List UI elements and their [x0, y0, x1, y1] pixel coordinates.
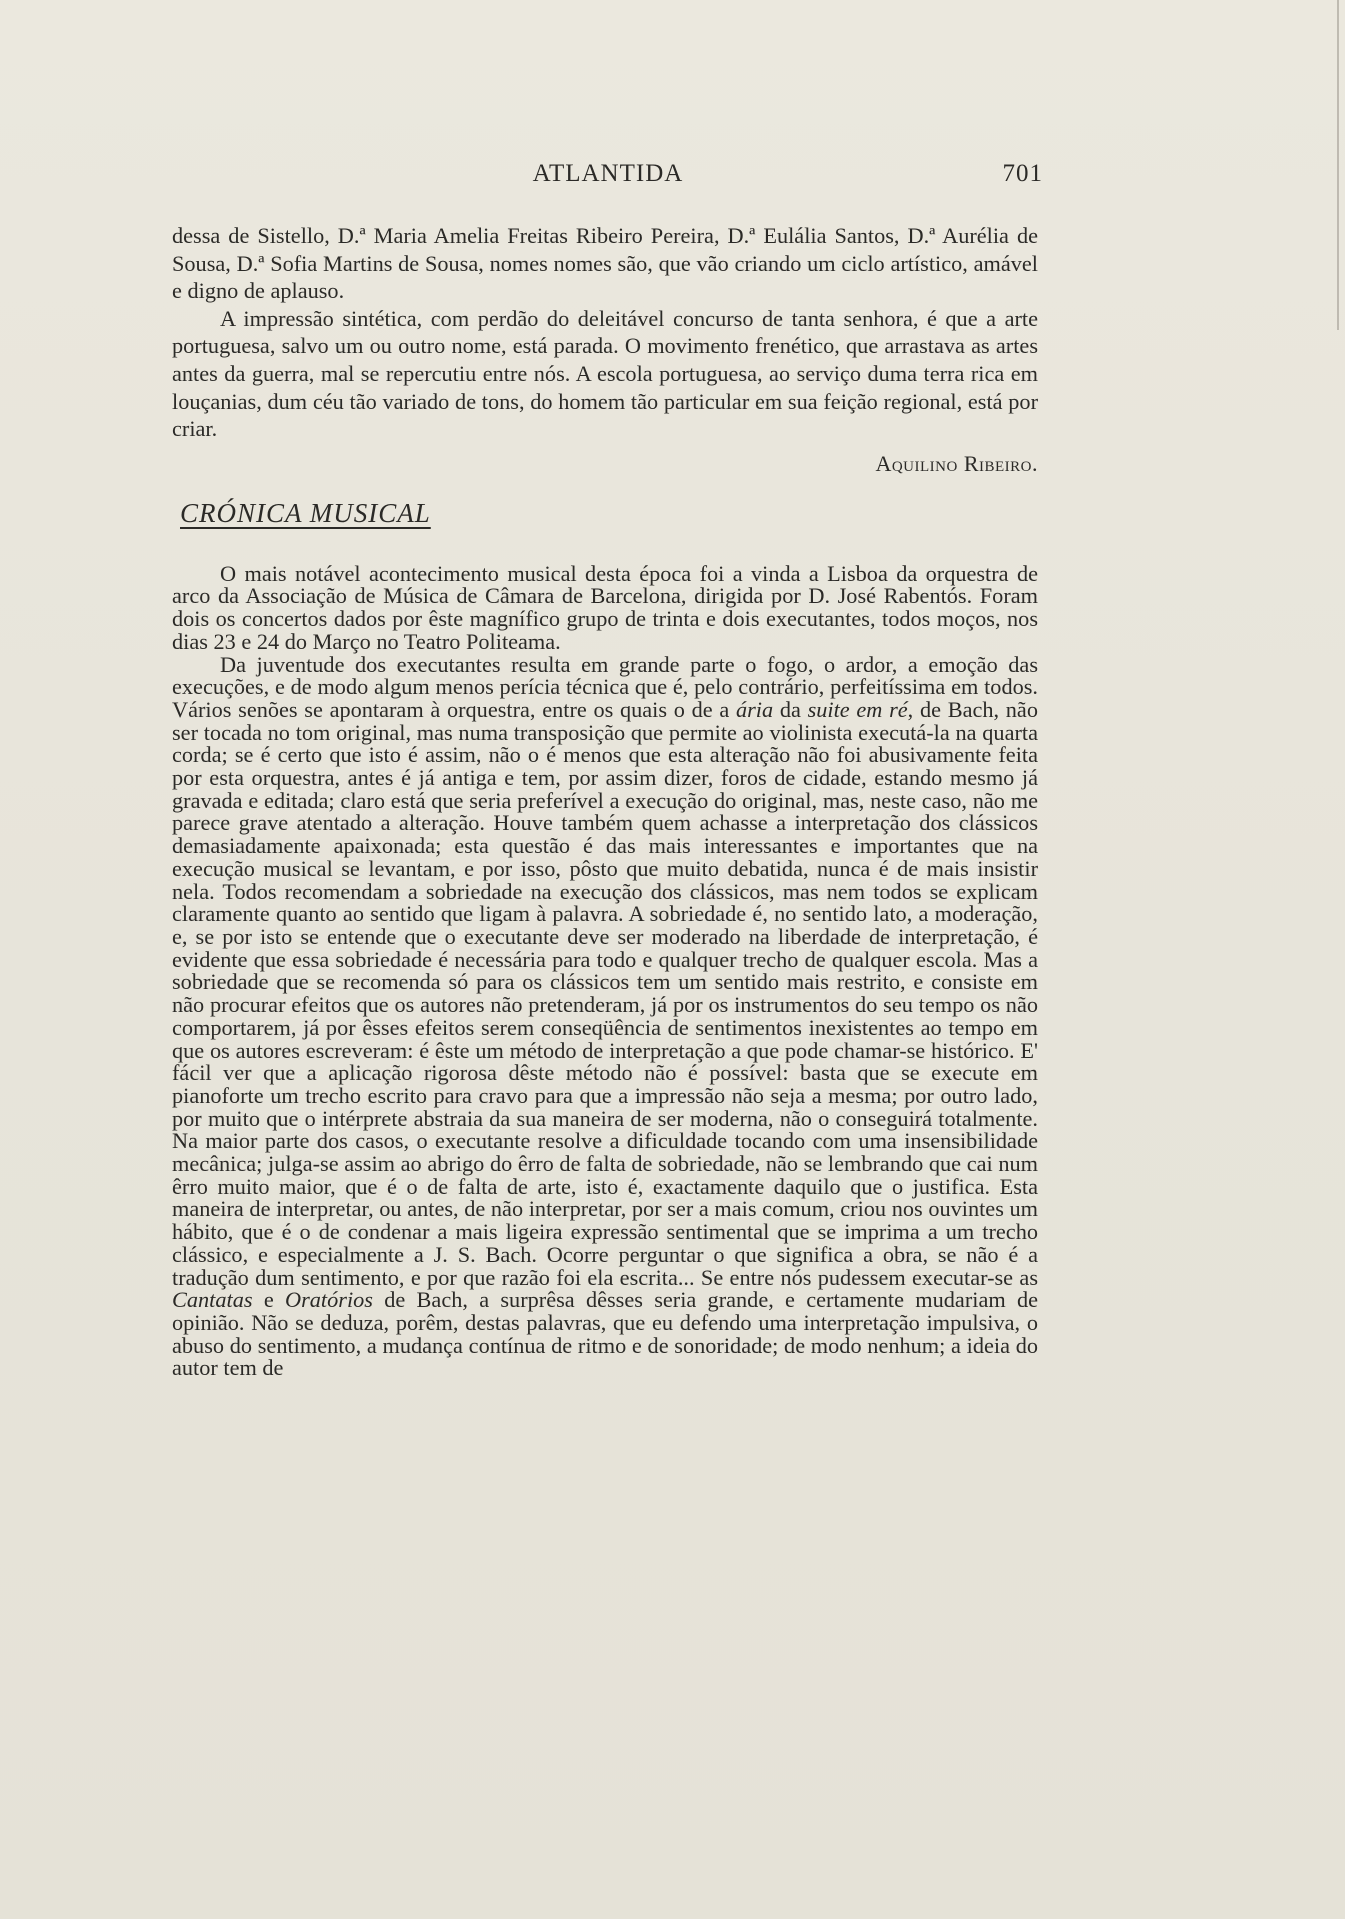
section-title: CRÓNICA MUSICAL — [180, 497, 431, 528]
author-signature: Aquilino Ribeiro. — [875, 450, 1038, 476]
paragraph-continued: dessa de Sistello, D.ª Maria Amelia Freitas Ribeiro Pereira, D.ª Eulália Santos, D.ª Aurélia de Sousa, D.ª Sofia Martins de Sousa, nomes nomes são, que vão criando um ciclo artístico, amável e digno de aplauso. — [172, 223, 1038, 304]
italic-cantatas: Cantatas — [172, 1287, 253, 1313]
italic-aria: ária — [735, 696, 774, 722]
text-run: , de Bach, não ser tocada no tom original, mas numa transposição que permite ao violinista executá-la na quarta corda; se é certo que isto é assim, não o é menos que esta alteração não foi abusivamente feita por esta orquestra, antes é já antiga e tem, por assim dizer, foros de cidade, estando mesmo já gravada e editada; claro está que seria preferível a execução do original, mas, neste caso, não me parece grave atentado a alteração. Houve também quem achasse a interpretação dos clássicos demasiadamente apaixonada; esta questão é das mais interessantes e importantes que na execução musical se levantam, e por isso, pôsto que muito debatida, nunca é de mais insistir nela. Todos recomendam a sobriedade na execução dos clássicos, mas nem todos se explicam claramente quanto ao sentido que ligam à palavra. A sobriedade é, no sentido lato, a moderação, e, se por isto se entende que o executante deve ser moderado na liberdade de interpretação, é evidente que essa sobriedade é necessária para todo e qualquer trecho de qualquer escola. Mas a sobriedade que se recomenda só para os clássicos tem um sentido mais restrito, e consiste em não procurar efeitos que os autores não pretenderam, já por os instrumentos do seu tempo os não comportarem, já por êsses efeitos serem conseqüência de sentimentos inexistentes ao tempo em que os autores escreveram: é êste um método de interpretação a que pode chamar-se histórico. E' fácil ver que a aplicação rigorosa dêste método não é possível: basta que se execute em pianoforte um trecho escrito para cravo para que a impressão não seja a mesma; por outro lado, por muito que o intérprete abstraia da sua maneira de ser moderna, não o conseguirá totalmente. Na maior parte dos casos, o executante resolve a dificuldade tocando com uma insensibilidade mecânica; julga-se assim ao abrigo do êrro de falta de sobriedade, não se lembrando que cai num êrro muito maior, que é o de falta de arte, isto é, exactamente daquilo que o justifica. Esta maneira de interpretar, ou antes, de não interpretar, por ser a mais comum, criou nos ouvintes um hábito, que é o de condenar a mais ligeira expressão sentimental que se imprima a um trecho clássico, e especialmente a J. S. Bach. Ocorre perguntar o que significa a obra, se não é a tradução dum sentimento, e por que razão foi ela escrita... Se entre nós pudessem executar-se as — [172, 696, 1038, 1290]
music-paragraph-2 — [172, 651, 1039, 1381]
page-edge-shadow — [1334, 0, 1339, 330]
text-run: Da juventude dos executantes resulta em grande parte o fogo, o ardor, a emoção das execuções, e de modo algum menos perícia técnica que é, pelo contrário, perfeitíssima em todos. Vários senões se apontaram à orquestra, entre os quais o de a — [172, 651, 1038, 722]
page-number: 701 — [1002, 160, 1043, 187]
text-run: e — [252, 1287, 285, 1313]
text-run: da — [773, 696, 808, 722]
running-head — [173, 160, 1043, 194]
page-body — [172, 222, 1038, 1380]
music-paragraph-1: O mais notável acontecimento musical desta época foi a vinda a Lisboa da orquestra de arco da Associação de Música de Câmara de Barcelona, dirigida por D. José Rabentós. Foram dois os concertos dados por êste magnífico grupo de trinta e dois executantes, todos moços, nos dias 23 e 24 do Março no Teatro Politeama. — [172, 560, 1038, 654]
italic-oratorios: Oratórios — [285, 1287, 373, 1313]
paragraph-impression: A impressão sintética, com perdão do deleitável concurso de tanta senhora, é que a arte portuguesa, salvo um ou outro nome, está parada. O movimento frenético, que arrastava as artes antes da guerra, mal se repercutiu entre nós. A escola portuguesa, ao serviço duma terra rica em louçanias, dum céu tão variado de tons, do homem tão particular em sua feição regional, está por criar. — [172, 305, 1038, 442]
text-run: de Bach, a surprêsa dêsses seria grande, e certamente mudariam de opinião. Não se deduza, porêm, destas palavras, que eu defendo uma interpretação impulsiva, o abuso do sentimento, a mudança contínua de ritmo e de sonoridade; de modo nenhum; a ideia do autor tem de — [172, 1287, 1039, 1381]
music-chronicle — [172, 560, 1039, 1381]
italic-suite: suite em ré — [807, 696, 908, 722]
journal-title: ATLANTIDA — [532, 160, 684, 187]
